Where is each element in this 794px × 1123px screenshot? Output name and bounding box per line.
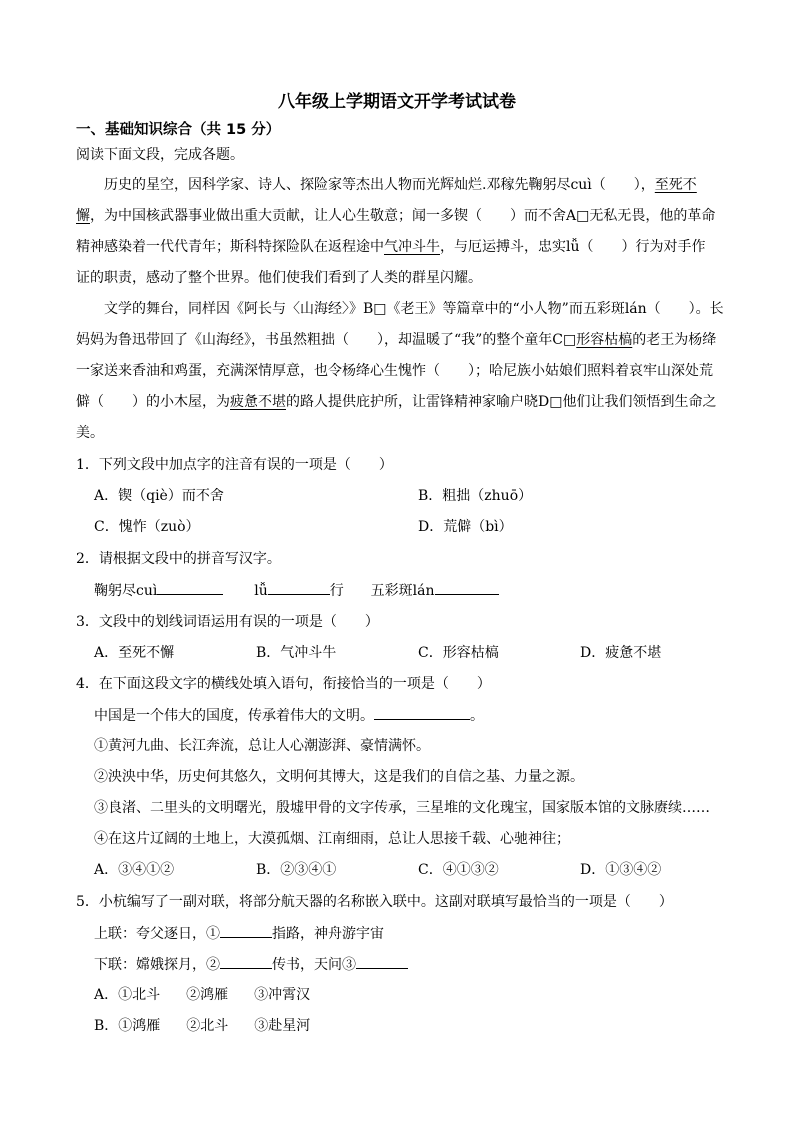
q1-option-c[interactable]: C．愧怍（zuò）: [94, 519, 200, 535]
passage-line: 证的职责，感动了整个世界。他们使我们看到了人类的群星闪耀。: [76, 270, 482, 286]
answer-blank[interactable]: [268, 580, 330, 595]
passage-line: [76, 237, 746, 257]
q4-sentence-3: ③良渚、二里头的文明曙光，殷墟甲骨的文字传承，三星堆的文化瑰宝，国家版本馆的文脉赓续……: [94, 800, 710, 816]
q5-upper-couplet: [94, 923, 384, 944]
passage-text: 下联：嫦娥探月，②: [94, 957, 220, 973]
passage-line: [76, 392, 746, 412]
passage-line: 文学的舞台，同样因《阿长与〈山海经〉》B□《老王》等篇章中的“小人物”而五彩斑lán（ ）。长: [104, 301, 724, 317]
answer-blank[interactable]: [356, 954, 408, 969]
pinyin-prompt: 鞠躬尽cuì: [94, 583, 158, 599]
q3-option-b[interactable]: B．气冲斗牛: [256, 645, 337, 661]
passage-line: 一家送来香油和鸡蛋，充满深情厚意，也令杨绛心生愧怍（ ）；哈尼族小姑娘们照料着哀牢山深处荒: [76, 363, 713, 379]
passage-text: 指路，神舟游宇宙: [272, 926, 384, 942]
passage-text: 的路人提供庇护所，让雷锋精神家喻户晓D□他们让我们领悟到生命之: [286, 394, 717, 410]
q4-option-c[interactable]: C．④①③②: [418, 862, 499, 878]
passage-text: 行: [329, 583, 344, 599]
q4-option-d[interactable]: D．①③④②: [580, 862, 662, 878]
passage-text: 历史的星空，因科学家、诗人、探险家等杰出人物而光辉灿烂.邓稼先鞠躬尽cuì（ ），: [104, 177, 655, 193]
passage-text: 。: [470, 708, 484, 724]
answer-blank[interactable]: [374, 705, 470, 720]
passage-text: 妈妈为鲁迅带回了《山海经》，书虽然粗拙（ ），却温暖了“我”的整个童年C□: [76, 332, 577, 348]
passage-text: 上联：夸父逐日，①: [94, 926, 220, 942]
q4-sentence-1: ①黄河九曲、长江奔流，总让人心潮澎湃、豪情满怀。: [94, 738, 430, 754]
answer-blank[interactable]: [220, 954, 272, 969]
option-part: ③冲霄汉: [254, 987, 311, 1003]
passage-text: 传书，天问③: [272, 957, 356, 973]
q1-option-a[interactable]: A．锲（qiè）而不舍: [94, 488, 224, 504]
passage-line: 美。: [76, 425, 104, 441]
passage-line: [76, 330, 746, 350]
page-title: 八年级上学期语文开学考试试卷: [278, 92, 516, 112]
passage-text: 精神感染着一代代青年；斯科特探险队在返程途中: [76, 239, 384, 255]
passage-text: 的老王为杨绛: [632, 332, 717, 348]
passage-text: 中国是一个伟大的国度，传承着伟大的文明。: [94, 708, 374, 724]
answer-blank[interactable]: [435, 580, 499, 595]
q4-sentence-2: ②泱泱中华，历史何其悠久，文明何其博大，这是我们的自信之基、力量之源。: [94, 769, 584, 785]
option-part: ②鸿雁: [186, 987, 229, 1003]
q1-option-b[interactable]: B．粗拙（zhuō）: [418, 488, 533, 504]
passage-text: ，为中国核武器事业做出重大贡献，让人心生敬意；闻一多锲（ ）而不舍A□无私无畏，他的革命: [90, 208, 716, 224]
underlined-term: 气冲斗牛: [384, 239, 440, 255]
q4-option-a[interactable]: A．③④①②: [94, 862, 175, 878]
underlined-term: 至死不: [654, 177, 697, 193]
q5-option-b[interactable]: [94, 1016, 310, 1036]
question-2-stem: 2．请根据文段中的拼音写汉字。: [76, 551, 281, 567]
q4-lead-sentence: [94, 705, 484, 726]
q2-fill-row: [94, 580, 499, 601]
underlined-term: 懈: [76, 208, 90, 224]
option-part: A．①北斗: [94, 987, 161, 1003]
passage-text: ，与厄运搏斗，忠实lǚ（ ）行为对手作: [440, 239, 706, 255]
section-heading: 一、基础知识综合（共 15 分）: [76, 122, 281, 138]
q3-option-a[interactable]: A．至死不懈: [94, 645, 175, 661]
question-5-stem: 5．小杭编写了一副对联，将部分航天器的名称嵌入联中。这副对联填写最恰当的一项是（ ）: [76, 894, 673, 910]
instruction-text: 阅读下面文段，完成各题。: [76, 147, 244, 163]
option-part: B．①鸿雁: [94, 1018, 161, 1034]
q5-option-a[interactable]: [94, 985, 310, 1005]
passage-line: [104, 175, 746, 195]
passage-line: [76, 206, 746, 226]
answer-blank[interactable]: [157, 580, 223, 595]
answer-blank[interactable]: [220, 923, 272, 938]
question-3-stem: 3．文段中的划线词语运用有误的一项是（ ）: [76, 614, 379, 630]
passage-text: 僻（ ）的小木屋，为: [76, 394, 230, 410]
pinyin-prompt: lǚ: [254, 583, 268, 599]
q3-option-c[interactable]: C．形容枯槁: [418, 645, 499, 661]
q4-option-b[interactable]: B．②③④①: [256, 862, 337, 878]
option-part: ③赴星河: [254, 1018, 311, 1034]
q3-option-d[interactable]: D．疲惫不堪: [580, 645, 662, 661]
pinyin-prompt: 五彩斑lán: [370, 583, 435, 599]
q5-lower-couplet: [94, 954, 408, 975]
option-part: ②北斗: [186, 1018, 229, 1034]
question-4-stem: 4．在下面这段文字的横线处填入语句，衔接恰当的一项是（ ）: [76, 676, 491, 692]
q1-option-d[interactable]: D．荒僻（bì）: [418, 519, 513, 535]
question-1-stem: 1．下列文段中加点字的注音有误的一项是（ ）: [76, 457, 393, 473]
underlined-term: 疲惫不堪: [230, 394, 286, 410]
q4-sentence-4: ④在这片辽阔的土地上，大漠孤烟、江南细雨，总让人思接千载、心驰神往；: [94, 831, 570, 847]
underlined-term: 形容枯槁: [576, 332, 633, 348]
